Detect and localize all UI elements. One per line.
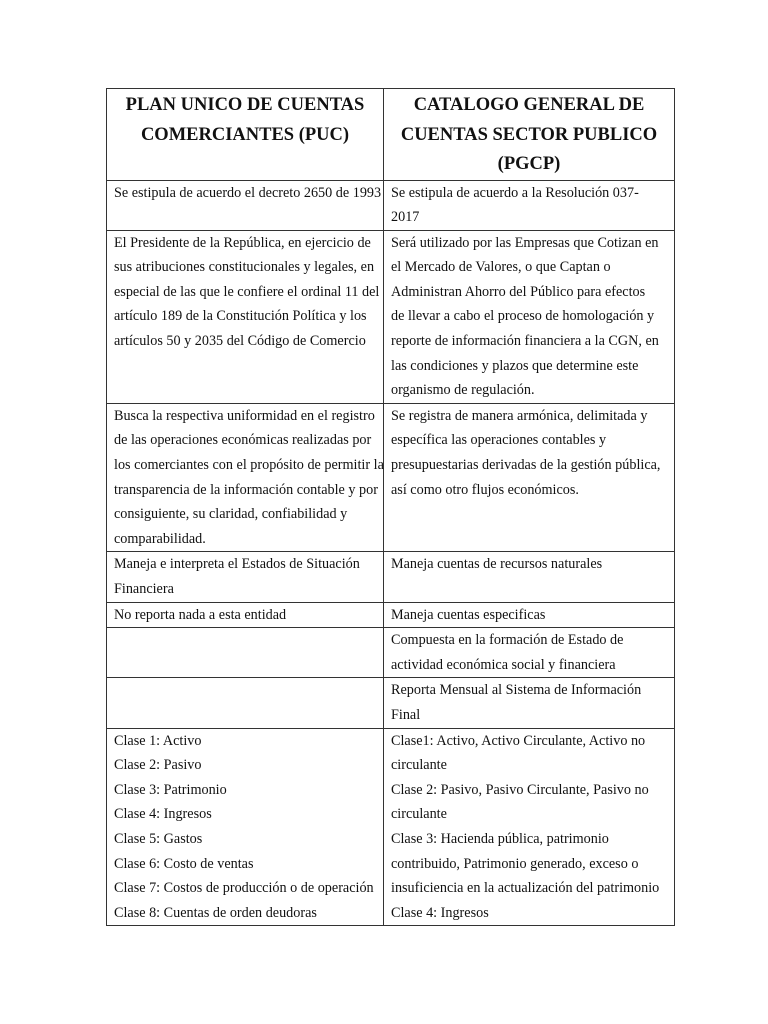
cell-line: Financiera — [114, 581, 174, 597]
cell-line: Reporta Mensual al Sistema de Información — [391, 682, 642, 699]
cell-line: 2017 — [391, 209, 420, 226]
cell-line: de las operaciones económicas realizadas por — [114, 432, 372, 449]
cell-line: Maneja cuentas de recursos naturales — [391, 556, 603, 573]
cell-line: sus atribuciones constitucionales y legales, en — [114, 259, 375, 276]
cell-line: organismo de regulación. — [391, 382, 535, 399]
cell-line: presupuestarias derivadas de la gestión pública, — [391, 457, 661, 474]
cell-line: de llevar a cabo el proceso de homologación y — [391, 308, 655, 325]
cell-pgcp — [384, 552, 675, 602]
cell-line: Clase 4: Ingresos — [114, 806, 212, 823]
cell-puc-empty — [107, 678, 384, 728]
table-row — [107, 180, 675, 230]
cell-line: circulante — [391, 757, 447, 774]
comparison-table — [106, 88, 675, 926]
cell-line: así como otro flujos económicos. — [391, 481, 579, 498]
cell-line: artículo 189 de la Constitución Política y los — [114, 308, 367, 325]
cell-pgcp — [384, 728, 675, 926]
cell-line: transparencia de la información contable y por — [114, 481, 378, 498]
cell-pgcp — [384, 180, 675, 230]
table-row — [107, 678, 675, 728]
cell-pgcp — [384, 602, 675, 628]
cell-pgcp — [384, 230, 675, 403]
table-row — [107, 728, 675, 926]
cell-line: No reporta nada a esta entidad — [114, 606, 287, 623]
cell-line: actividad económica social y financiera — [391, 656, 616, 673]
cell-line: Clase 2: Pasivo, Pasivo Circulante, Pasivo no — [391, 781, 649, 798]
header-line: (PGCP) — [497, 154, 561, 174]
cell-line: Clase 1: Activo — [114, 732, 202, 749]
cell-line: reporte de información financiera a la CGN, en — [391, 333, 659, 350]
cell-line: el Mercado de Valores, o que Captan o — [391, 259, 611, 276]
cell-line: Clase 2: Pasivo — [114, 757, 202, 774]
header-line: PLAN UNICO DE CUENTAS — [125, 95, 365, 115]
cell-line: Se registra de manera armónica, delimitada y — [391, 407, 648, 424]
cell-line: Se estipula de acuerdo a la Resolución 037- — [391, 184, 639, 201]
cell-pgcp — [384, 678, 675, 728]
cell-puc — [107, 602, 384, 628]
table-row — [107, 628, 675, 678]
cell-line: El Presidente de la República, en ejercicio de — [114, 234, 371, 251]
cell-line: Clase 4: Ingresos — [391, 904, 489, 921]
cell-line: artículos 50 y 2035 del Código de Comercio — [114, 333, 366, 350]
cell-puc — [107, 180, 384, 230]
cell-line: Clase1: Activo, Activo Circulante, Activo no — [391, 732, 646, 749]
cell-line: insuficiencia en la actualización del patrimonio — [391, 880, 660, 897]
cell-line: Clase 3: Patrimonio — [114, 781, 227, 798]
cell-puc — [107, 230, 384, 403]
cell-line: Será utilizado por las Empresas que Cotizan en — [391, 234, 659, 251]
cell-line: específica las operaciones contables y — [391, 432, 607, 449]
cell-line: Maneja e interpreta el Estados de Situación — [114, 556, 360, 573]
header-line: CATALOGO GENERAL DE — [413, 95, 645, 115]
cell-line: contribuido, Patrimonio generado, exceso o — [391, 855, 639, 872]
cell-line: Clase 6: Costo de ventas — [114, 855, 254, 872]
cell-puc-empty — [107, 628, 384, 678]
table-row — [107, 230, 675, 403]
cell-puc — [107, 552, 384, 602]
cell-line: consiguiente, su claridad, confiabilidad y — [114, 506, 348, 523]
cell-line: Final — [391, 706, 421, 723]
cell-pgcp — [384, 628, 675, 678]
cell-line: los comerciantes con el propósito de permitir la — [114, 457, 384, 474]
cell-line: Clase 7: Costos de producción o de operación — [114, 880, 374, 897]
table-row — [107, 403, 675, 552]
header-line: CUENTAS SECTOR PUBLICO — [400, 124, 658, 145]
cell-line: circulante — [391, 806, 447, 823]
table-row — [107, 602, 675, 628]
header-line: COMERCIANTES (PUC) — [140, 124, 350, 145]
cell-line: Compuesta en la formación de Estado de — [391, 632, 624, 649]
cell-line: Clase 5: Gastos — [114, 830, 203, 847]
cell-line: las condiciones y plazos que determine este — [391, 357, 639, 374]
cell-puc — [107, 403, 384, 552]
cell-line: comparabilidad. — [114, 530, 206, 547]
cell-line: Se estipula de acuerdo el decreto 2650 de 1993 — [114, 184, 382, 201]
table-header-row — [107, 89, 675, 181]
cell-line: Busca la respectiva uniformidad en el registro — [114, 407, 375, 424]
cell-puc — [107, 728, 384, 926]
header-pgcp — [384, 89, 675, 181]
cell-line: Clase 3: Hacienda pública, patrimonio — [391, 830, 609, 847]
cell-line: Administran Ahorro del Público para efectos — [391, 283, 646, 300]
table-row — [107, 552, 675, 602]
cell-pgcp — [384, 403, 675, 552]
cell-line: Clase 8: Cuentas de orden deudoras — [114, 904, 317, 921]
cell-line: Maneja cuentas especificas — [391, 606, 546, 623]
header-puc — [107, 89, 384, 181]
cell-line: especial de las que le confiere el ordinal 11 del — [114, 283, 380, 300]
